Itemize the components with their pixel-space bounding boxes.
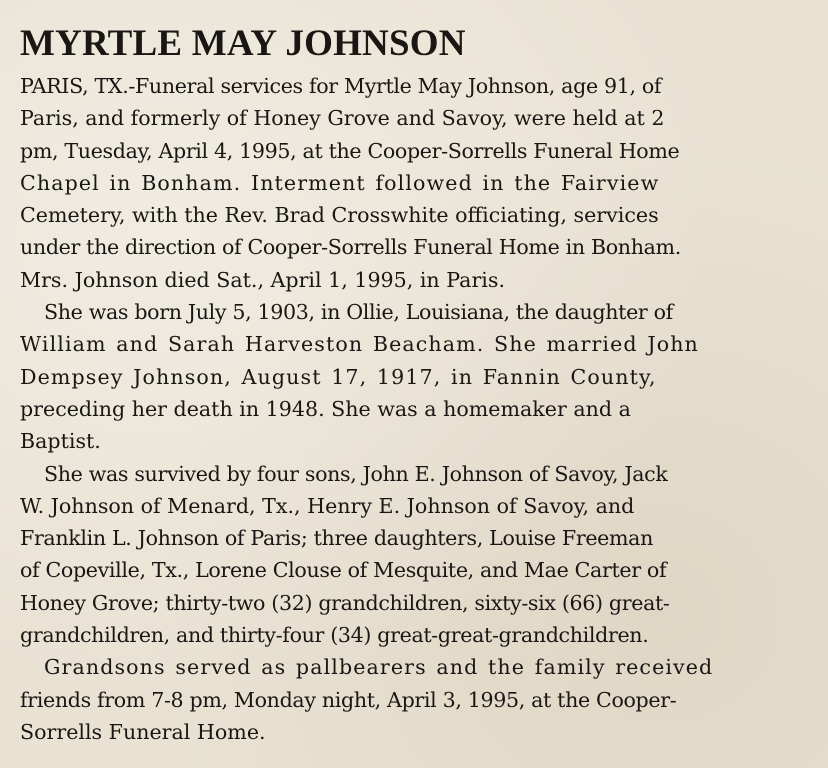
text-line: preceding her death in 1948. She was a homemaker and a <box>20 396 631 421</box>
text-line: Honey Grove; thirty-two (32) grandchildren, sixty-six (66) great- <box>20 590 670 615</box>
text-line: Cemetery, with the Rev. Brad Crosswhite officiating, services <box>20 203 659 228</box>
paragraph-pallbearers <box>20 651 814 748</box>
text-line: friends from 7-8 pm, Monday night, April 3, 1995, at the Cooper- <box>20 687 677 712</box>
text-line: Dempsey Johnson, August 17, 1917, in Fannin County, <box>20 364 657 389</box>
paragraph-survivors <box>20 458 814 652</box>
text-line: Grandsons served as pallbearers and the family received <box>44 655 714 680</box>
text-line: pm, Tuesday, April 4, 1995, at the Cooper-Sorrells Funeral Home <box>20 138 680 163</box>
headline: MYRTLE MAY JOHNSON <box>20 23 466 64</box>
paragraph-birth-marriage <box>20 296 814 457</box>
text-line: W. Johnson of Menard, Tx., Henry E. Johnson of Savoy, and <box>20 493 635 518</box>
text-line: Baptist. <box>20 429 101 454</box>
text-line: grandchildren, and thirty-four (34) great-great-grandchildren. <box>20 623 649 648</box>
text-line: under the direction of Cooper-Sorrells Funeral Home in Bonham. <box>20 235 681 260</box>
text-line: of Copeville, Tx., Lorene Clouse of Mesquite, and Mae Carter of <box>20 558 667 583</box>
paragraph-funeral-services <box>20 70 814 296</box>
text-line: William and Sarah Harveston Beacham. She married John <box>20 332 699 357</box>
text-line: She was born July 5, 1903, in Ollie, Louisiana, the daughter of <box>44 300 673 325</box>
text-line: Franklin L. Johnson of Paris; three daughters, Louise Freeman <box>20 526 654 551</box>
text-line: Paris, and formerly of Honey Grove and Savoy, were held at 2 <box>20 106 665 131</box>
text-line: Mrs. Johnson died Sat., April 1, 1995, in Paris. <box>20 267 505 292</box>
text-line: Sorrells Funeral Home. <box>20 719 266 744</box>
text-line: PARIS, TX.-Funeral services for Myrtle May Johnson, age 91, of <box>20 74 662 98</box>
text-line: She was survived by four sons, John E. Johnson of Savoy, Jack <box>44 461 668 486</box>
text-line: Chapel in Bonham. Interment followed in the Fairview <box>20 170 660 195</box>
